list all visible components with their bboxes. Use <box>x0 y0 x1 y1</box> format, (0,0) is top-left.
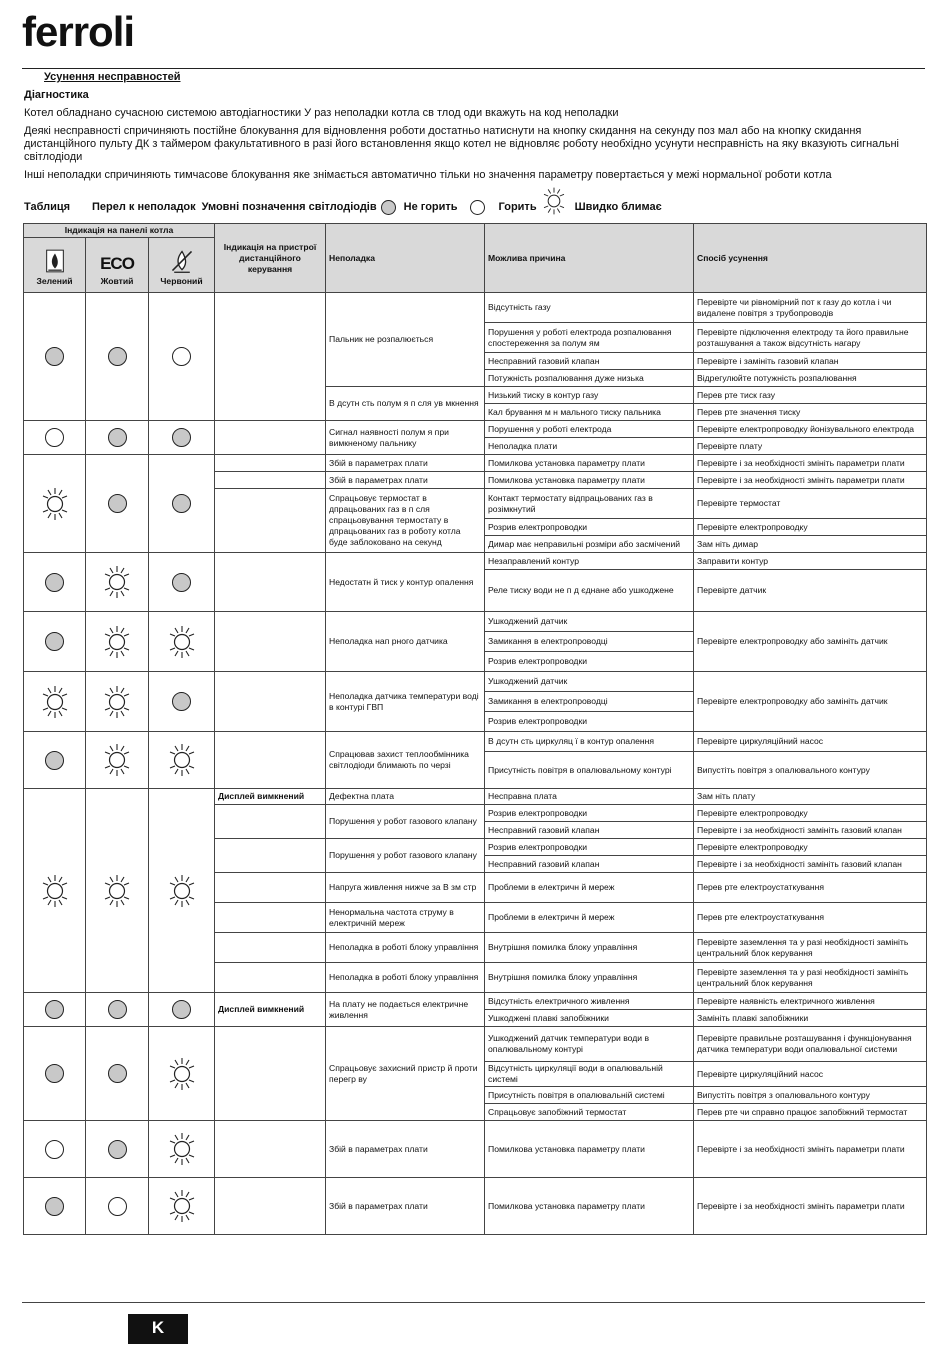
remote-indication-cell <box>215 933 326 963</box>
remedy-cell: Перев рте чи справно працює запобіжний термостат <box>694 1104 927 1121</box>
green-label: Зелений <box>36 275 73 286</box>
red-label: Червоний <box>160 275 203 286</box>
yellow-led-on <box>108 494 127 513</box>
table-row <box>24 1178 927 1235</box>
green-led-off <box>45 1140 64 1159</box>
yellow-led-on <box>108 428 127 447</box>
fault-cell: Сигнал наявності полум я при вимкненому пальнику <box>326 421 485 455</box>
remedy-cell: Перевірте електропроводку або замініть датчик <box>694 672 927 732</box>
table-row <box>24 612 927 632</box>
led-off-icon <box>470 200 485 215</box>
green-led-cell <box>24 553 86 612</box>
off-label: Не горить <box>403 201 458 213</box>
red-led-cell <box>149 1121 215 1178</box>
brand-logo: ferroli <box>22 8 135 55</box>
remedy-cell: Перевірте циркуляційний насос <box>694 1062 927 1087</box>
cause-cell: Порушення у роботі електрода <box>485 421 694 438</box>
table-row <box>24 293 927 323</box>
yellow-led-cell <box>86 993 149 1027</box>
green-led-cell <box>24 1178 86 1235</box>
yellow-led-on <box>108 1140 127 1159</box>
remote-indication-cell <box>215 963 326 993</box>
remedy-cell: Перевірте електропроводку або замініть датчик <box>694 612 927 672</box>
cause-cell: Реле тиску води не п д єднане або ушкоджене <box>485 570 694 612</box>
fault-cell: Збій в параметрах плати <box>326 1121 485 1178</box>
yellow-led-cell <box>86 455 149 553</box>
cause-cell: Відсутність циркуляції води в опалювальній системі <box>485 1062 694 1087</box>
led-blink-icon <box>103 684 131 720</box>
yellow-led-cell <box>86 421 149 455</box>
yellow-led-cell <box>86 672 149 732</box>
red-led-cell <box>149 732 215 789</box>
red-led-header <box>149 238 215 293</box>
remedy-cell: Перевірте і за необхідності змініть параметри плати <box>694 455 927 472</box>
remedy-cell: Перевірте циркуляційний насос <box>694 732 927 752</box>
list-label: Перел к неполадок <box>92 201 196 213</box>
red-led-on <box>172 1000 191 1019</box>
remedy-cell: Перевірте електропроводку <box>694 805 927 822</box>
green-led-on <box>45 1064 64 1083</box>
yellow-led-cell <box>86 612 149 672</box>
remedy-cell: Замініть плавкі запобіжники <box>694 1010 927 1027</box>
table-row <box>24 553 927 570</box>
remote-indication-cell <box>215 293 326 421</box>
led-blink-icon <box>168 624 196 660</box>
section-title: Усунення несправностей <box>44 71 181 83</box>
led-blink-icon <box>41 684 69 720</box>
table-row <box>24 672 927 692</box>
green-led-on <box>45 1197 64 1216</box>
cause-cell: Проблеми в електричн й мереж <box>485 873 694 903</box>
cause-cell: Димар має неправильні розміри або засмічений <box>485 536 694 553</box>
remedy-cell: Заправити контур <box>694 553 927 570</box>
remedy-cell: Перевірте електропроводку <box>694 519 927 536</box>
remedy-cell: Випустіть повітря з опалювального контуру <box>694 752 927 789</box>
cause-cell: Замикання в електропроводці <box>485 632 694 652</box>
remedy-cell: Перевірте правильне розташування і функціонування датчика температури води опалювальної системи <box>694 1027 927 1062</box>
cause-cell: Ушкоджений датчик температури води в опалювальному контурі <box>485 1027 694 1062</box>
cause-cell: Несправний газовий клапан <box>485 856 694 873</box>
yellow-led-cell <box>86 293 149 421</box>
cause-cell: Відсутність електричного живлення <box>485 993 694 1010</box>
red-led-cell <box>149 421 215 455</box>
led-blink-icon <box>168 873 196 909</box>
fault-cell: Неполадка в роботі блоку управління <box>326 933 485 963</box>
cause-cell: Розрив електропроводки <box>485 712 694 732</box>
fault-cell: Збій в параметрах плати <box>326 455 485 472</box>
remedy-cell: Перевірте наявність електричного живлення <box>694 993 927 1010</box>
remedy-cell: Перевірте і за необхідності замініть газовий клапан <box>694 822 927 839</box>
yellow-led-on <box>108 1064 127 1083</box>
remedy-cell: Перевірте заземлення та у разі необхідності замініть центральний блок керування <box>694 933 927 963</box>
on-label: Горить <box>498 201 537 213</box>
fault-cell: Порушення у робот газового клапану <box>326 839 485 873</box>
red-led-cell <box>149 293 215 421</box>
remote-indication-cell <box>215 903 326 933</box>
yellow-label: Жовтий <box>100 275 134 286</box>
cause-cell: Несправна плата <box>485 789 694 805</box>
green-led-header <box>24 238 86 293</box>
yellow-led-cell <box>86 1027 149 1121</box>
cause-cell: Внутрішня помилка блоку управління <box>485 933 694 963</box>
green-led-cell <box>24 293 86 421</box>
cause-cell: Несправний газовий клапан <box>485 822 694 839</box>
remedy-cell: Перевірте електропроводку йонізувального електрода <box>694 421 927 438</box>
remote-indication-cell <box>215 489 326 553</box>
led-blink-icon <box>168 1056 196 1092</box>
led-legend <box>24 198 924 216</box>
yellow-led-on <box>108 347 127 366</box>
cause-cell: Помилкова установка параметру плати <box>485 1178 694 1235</box>
remedy-cell: Перевірте і замініть газовий клапан <box>694 353 927 370</box>
remedy-cell: Перев рте значення тиску <box>694 404 927 421</box>
fault-cell: Порушення у робот газового клапану <box>326 805 485 839</box>
remote-indication-cell <box>215 455 326 472</box>
green-led-cell <box>24 789 86 993</box>
fault-header: Неполадка <box>326 224 485 293</box>
table-row <box>24 1027 927 1062</box>
fault-cell: Збій в параметрах плати <box>326 472 485 489</box>
cause-cell: Внутрішня помилка блоку управління <box>485 963 694 993</box>
remote-indication-cell <box>215 612 326 672</box>
remote-indication-cell <box>215 421 326 455</box>
led-blink-icon <box>103 873 131 909</box>
cause-cell: Розрив електропроводки <box>485 839 694 856</box>
remedy-cell: Перевірте термостат <box>694 489 927 519</box>
remote-indication-cell <box>215 839 326 873</box>
remote-indication-cell: Дисплей вимкнений <box>215 789 326 805</box>
cause-cell: Несправний газовий клапан <box>485 353 694 370</box>
led-blink-icon <box>168 1131 196 1167</box>
fault-cell: Неполадка датчика температури воді в контурі ГВП <box>326 672 485 732</box>
green-led-cell <box>24 993 86 1027</box>
flame-icon <box>45 246 65 276</box>
red-led-on <box>172 494 191 513</box>
green-led-on <box>45 751 64 770</box>
cause-cell: Потужність розпалювання дуже низька <box>485 370 694 387</box>
cause-cell: Присутність повітря в опалювальній системі <box>485 1087 694 1104</box>
yellow-led-cell <box>86 1121 149 1178</box>
remote-indication-cell <box>215 805 326 839</box>
led-blink-icon <box>103 742 131 778</box>
yellow-led-cell <box>86 1178 149 1235</box>
remedy-header: Спосіб усунення <box>694 224 927 293</box>
remedy-cell: Зам ніть плату <box>694 789 927 805</box>
cause-cell: Помилкова установка параметру плати <box>485 1121 694 1178</box>
cause-cell: Контакт термостату відпрацьованих газ в розімкнутий <box>485 489 694 519</box>
led-blink-icon <box>41 486 69 522</box>
symbols-label: Умовні позначення світлодіодів <box>201 201 377 213</box>
green-led-cell <box>24 455 86 553</box>
remote-indication-cell <box>215 732 326 789</box>
remedy-cell: Перев рте електроустаткування <box>694 873 927 903</box>
cause-cell: Спрацьовує запобіжний термостат <box>485 1104 694 1121</box>
cause-cell: Низький тиску в контур газу <box>485 387 694 404</box>
remedy-cell: Перевірте електропроводку <box>694 839 927 856</box>
red-led-cell <box>149 1027 215 1121</box>
cause-cell: Присутність повітря в опалювальному контурі <box>485 752 694 789</box>
cause-cell: Неполадка плати <box>485 438 694 455</box>
cause-cell: Ушкоджений датчик <box>485 672 694 692</box>
remedy-cell: Зам ніть димар <box>694 536 927 553</box>
fault-cell: Спрацьовує термостат в дпрацьованих газ в п сля спрацьовування термостату в дпрацьованих газ в роботу котла буде заблоковано на секунд <box>326 489 485 553</box>
cause-cell: Незаправлений контур <box>485 553 694 570</box>
remedy-cell: Перев рте тиск газу <box>694 387 927 404</box>
bottom-divider <box>22 1302 925 1303</box>
remote-indication-cell <box>215 553 326 612</box>
table-row <box>24 732 927 752</box>
yellow-led-header <box>86 238 149 293</box>
green-led-cell <box>24 1027 86 1121</box>
eco-icon: ECO <box>100 253 134 273</box>
table-row <box>24 455 927 472</box>
remedy-cell: Випустіть повітря з опалювального контуру <box>694 1087 927 1104</box>
cause-cell: Ушкоджені плавкі запобіжники <box>485 1010 694 1027</box>
green-led-cell <box>24 672 86 732</box>
fault-cell: На плату не подається електричне живлення <box>326 993 485 1027</box>
red-led-cell <box>149 672 215 732</box>
remedy-cell: Перевірте датчик <box>694 570 927 612</box>
yellow-led-on <box>108 1000 127 1019</box>
fault-cell: Пальник не розпалюється <box>326 293 485 387</box>
cause-cell: Кал брування м н мального тиску пальника <box>485 404 694 421</box>
remote-indication-cell <box>215 672 326 732</box>
page-label: K <box>128 1314 188 1344</box>
table-label: Таблиця <box>24 201 71 213</box>
table-row <box>24 993 927 1010</box>
fault-cell: Спрацював захист теплообмінника світлодіоди блимають по черзі <box>326 732 485 789</box>
led-on-icon <box>381 200 396 215</box>
diagnostics-table <box>23 223 927 1235</box>
paragraph-2: Деякі несправності спричиняють постійне блокування для відновлення роботи достатньо натиснути на кнопку скидання на секунду поз мал або на кнопку скидання дистанційного пульту ДК з таймером факультативного в разі його встановлення якщо котел не відновляє роботу необхідно усунути несправність на яку вказують сигнальні світлодіоди <box>24 125 899 163</box>
red-led-cell <box>149 1178 215 1235</box>
remedy-cell: Перевірте і за необхідності змініть параметри плати <box>694 472 927 489</box>
flame-blocked-icon <box>169 246 195 276</box>
remedy-cell: Відрегулюйте потужність розпалювання <box>694 370 927 387</box>
red-led-cell <box>149 789 215 993</box>
remote-indication-cell <box>215 873 326 903</box>
green-led-on <box>45 573 64 592</box>
top-divider <box>22 68 925 69</box>
led-blink-icon <box>103 564 131 600</box>
fault-cell: Напруга живлення нижче за В зм стр <box>326 873 485 903</box>
remote-indication-cell <box>215 472 326 489</box>
cause-cell: Розрив електропроводки <box>485 805 694 822</box>
remedy-cell: Перевірте і за необхідності замініть газовий клапан <box>694 856 927 873</box>
fault-cell: Спрацьовує захисний пристр й проти перегр ву <box>326 1027 485 1121</box>
led-blink-icon <box>103 624 131 660</box>
yellow-led-cell <box>86 553 149 612</box>
cause-cell: Ушкоджений датчик <box>485 612 694 632</box>
fault-cell: В дсутн сть полум я п сля ув мкнення <box>326 387 485 421</box>
yellow-led-cell <box>86 789 149 993</box>
cause-cell: Відсутність газу <box>485 293 694 323</box>
led-blink-icon <box>541 186 567 216</box>
led-blink-icon <box>168 742 196 778</box>
red-led-on <box>172 573 191 592</box>
panel-indication-header: Індикація на панелі котла <box>24 224 215 238</box>
cause-cell: Помилкова установка параметру плати <box>485 472 694 489</box>
green-led-cell <box>24 1121 86 1178</box>
green-led-cell <box>24 732 86 789</box>
remedy-cell: Перевірте підключення електроду та його правильне розташування а також відсутність нагару <box>694 323 927 353</box>
cause-cell: В дсутн сть циркуляц ї в контур опалення <box>485 732 694 752</box>
table-row <box>24 1121 927 1178</box>
red-led-cell <box>149 455 215 553</box>
red-led-cell <box>149 612 215 672</box>
fault-cell: Неполадка нап рного датчика <box>326 612 485 672</box>
cause-header: Можлива причина <box>485 224 694 293</box>
remote-indication-header: Індикація на пристрої дистанційного керування <box>215 224 326 293</box>
yellow-led-cell <box>86 732 149 789</box>
paragraph-1: Котел обладнано сучасною системою автодіагностики У раз неполадки котла св тлод оди вкажуть на код неполадки <box>24 107 619 119</box>
fault-cell: Ненормальна частота струму в електричній мереж <box>326 903 485 933</box>
table-row <box>24 421 927 438</box>
red-led-cell <box>149 993 215 1027</box>
cause-cell: Порушення у роботі електрода розпалювання спостереження за полум ям <box>485 323 694 353</box>
green-led-on <box>45 1000 64 1019</box>
fault-cell: Неполадка в роботі блоку управління <box>326 963 485 993</box>
remedy-cell: Перевірте плату <box>694 438 927 455</box>
blink-label: Швидко блимає <box>574 201 662 213</box>
green-led-off <box>45 428 64 447</box>
remote-indication-cell <box>215 1027 326 1121</box>
green-led-cell <box>24 612 86 672</box>
remote-indication-cell <box>215 1178 326 1235</box>
fault-cell: Дефектна плата <box>326 789 485 805</box>
green-led-cell <box>24 421 86 455</box>
remedy-cell: Перевірте заземлення та у разі необхідності замініть центральний блок керування <box>694 963 927 993</box>
fault-cell: Недостатн й тиск у контур опалення <box>326 553 485 612</box>
red-led-on <box>172 428 191 447</box>
green-led-on <box>45 632 64 651</box>
red-led-cell <box>149 553 215 612</box>
red-led-on <box>172 692 191 711</box>
green-led-on <box>45 347 64 366</box>
cause-cell: Проблеми в електричн й мереж <box>485 903 694 933</box>
subsection-title: Діагностика <box>24 89 89 101</box>
table-row <box>24 789 927 805</box>
remedy-cell: Перевірте чи рівномірний пот к газу до котла і чи видалене повітря з трубопроводів <box>694 293 927 323</box>
yellow-led-off <box>108 1197 127 1216</box>
cause-cell: Замикання в електропроводці <box>485 692 694 712</box>
cause-cell: Помилкова установка параметру плати <box>485 455 694 472</box>
remote-indication-cell <box>215 1121 326 1178</box>
remedy-cell: Перевірте і за необхідності змініть параметри плати <box>694 1121 927 1178</box>
fault-cell: Збій в параметрах плати <box>326 1178 485 1235</box>
red-led-off <box>172 347 191 366</box>
remedy-cell: Перевірте і за необхідності змініть параметри плати <box>694 1178 927 1235</box>
cause-cell: Розрив електропроводки <box>485 519 694 536</box>
remedy-cell: Перев рте електроустаткування <box>694 903 927 933</box>
cause-cell: Розрив електропроводки <box>485 652 694 672</box>
led-blink-icon <box>41 873 69 909</box>
paragraph-3: Інші неполадки спричиняють тимчасове блокування яке знімається автоматично тільки но значення параметру повертається у межі нормальної роботи котла <box>24 169 832 181</box>
remote-indication-cell: Дисплей вимкнений <box>215 993 326 1027</box>
led-blink-icon <box>168 1188 196 1224</box>
